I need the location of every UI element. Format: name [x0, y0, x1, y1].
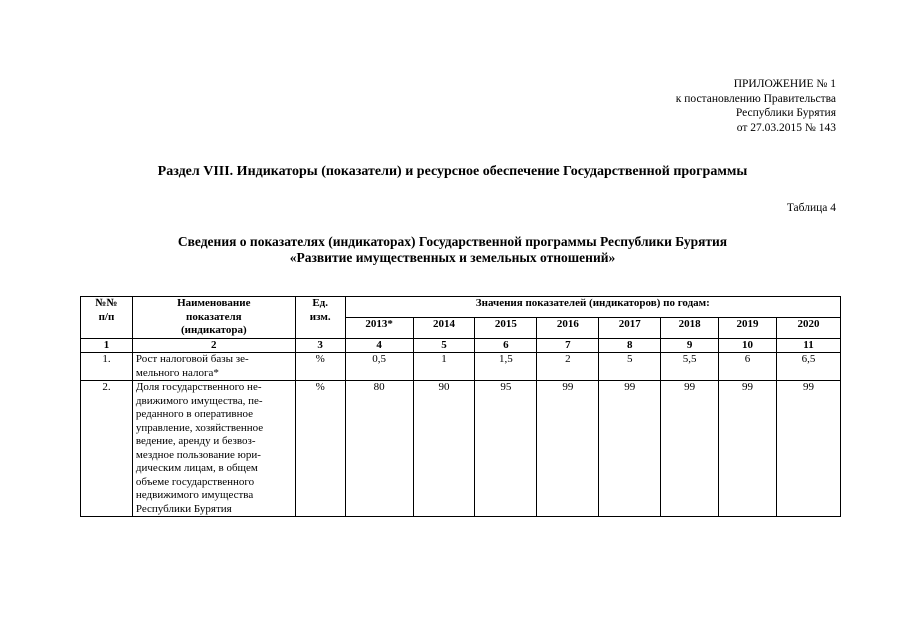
value-cell: 99 — [537, 381, 599, 517]
table-label: Таблица 4 — [786, 202, 836, 214]
value-cell: 99 — [599, 381, 661, 517]
column-number: 7 — [537, 338, 599, 353]
value-cell: 5,5 — [661, 353, 719, 381]
column-number: 11 — [777, 338, 841, 353]
header-unit: Ед. изм. — [295, 297, 345, 339]
column-number: 6 — [475, 338, 537, 353]
value-cell: 2 — [537, 353, 599, 381]
column-numbers-row — [81, 338, 841, 353]
appendix-date: от 27.03.2015 № 143 — [736, 121, 836, 134]
value-cell: 0,5 — [345, 353, 413, 381]
value-cell: 1 — [413, 353, 475, 381]
column-number: 10 — [719, 338, 777, 353]
caption-line-2: «Развитие имущественных и земельных отношений» — [289, 250, 616, 265]
table-row — [81, 381, 841, 517]
value-cell: 95 — [475, 381, 537, 517]
value-cell: 5 — [599, 353, 661, 381]
caption-line-1: Сведения о показателях (индикаторах) Государственной программы Республики Бурятия — [177, 234, 728, 249]
year-header: 2017 — [599, 317, 661, 338]
appendix-header — [676, 77, 836, 135]
column-number: 9 — [661, 338, 719, 353]
value-cell: 6 — [719, 353, 777, 381]
year-header: 2019 — [719, 317, 777, 338]
column-number: 2 — [132, 338, 295, 353]
year-header: 2013* — [345, 317, 413, 338]
column-number: 3 — [295, 338, 345, 353]
section-title: Раздел VIII. Индикаторы (показатели) и ресурсное обеспечение Государственной программы — [157, 164, 748, 179]
year-header: 2018 — [661, 317, 719, 338]
table-caption — [0, 234, 905, 266]
year-header: 2016 — [537, 317, 599, 338]
unit-cell: % — [295, 381, 345, 517]
unit-cell: % — [295, 353, 345, 381]
header-values: Значения показателей (индикаторов) по годам: — [345, 297, 840, 318]
row-number: 2. — [81, 381, 133, 517]
indicator-name: Рост налоговой базы зе- мельного налога* — [132, 353, 295, 381]
value-cell: 1,5 — [475, 353, 537, 381]
year-header: 2015 — [475, 317, 537, 338]
table-row — [81, 353, 841, 381]
value-cell: 99 — [661, 381, 719, 517]
value-cell: 80 — [345, 381, 413, 517]
column-number: 1 — [81, 338, 133, 353]
value-cell: 99 — [777, 381, 841, 517]
column-number: 8 — [599, 338, 661, 353]
row-number: 1. — [81, 353, 133, 381]
header-num: №№ п/п — [81, 297, 133, 339]
value-cell: 6,5 — [777, 353, 841, 381]
indicator-name: Доля государственного не- движимого имущества, пе- реданного в оперативное управление, хозяйственное ведение, аренду и безвоз- мездное пользование юри- дическим лицам, в общем объеме государственного недвижимого имущества Республики Бурятия — [132, 381, 295, 517]
column-number: 4 — [345, 338, 413, 353]
appendix-title: ПРИЛОЖЕНИЕ № 1 — [733, 78, 836, 90]
value-cell: 99 — [719, 381, 777, 517]
indicators-table — [80, 296, 841, 517]
value-cell: 90 — [413, 381, 475, 517]
column-number: 5 — [413, 338, 475, 353]
header-name: Наименование показателя (индикатора) — [132, 297, 295, 339]
appendix-authority: Республики Бурятия — [735, 107, 836, 119]
year-header: 2014 — [413, 317, 475, 338]
year-header: 2020 — [777, 317, 841, 338]
appendix-reference: к постановлению Правительства — [675, 92, 836, 105]
